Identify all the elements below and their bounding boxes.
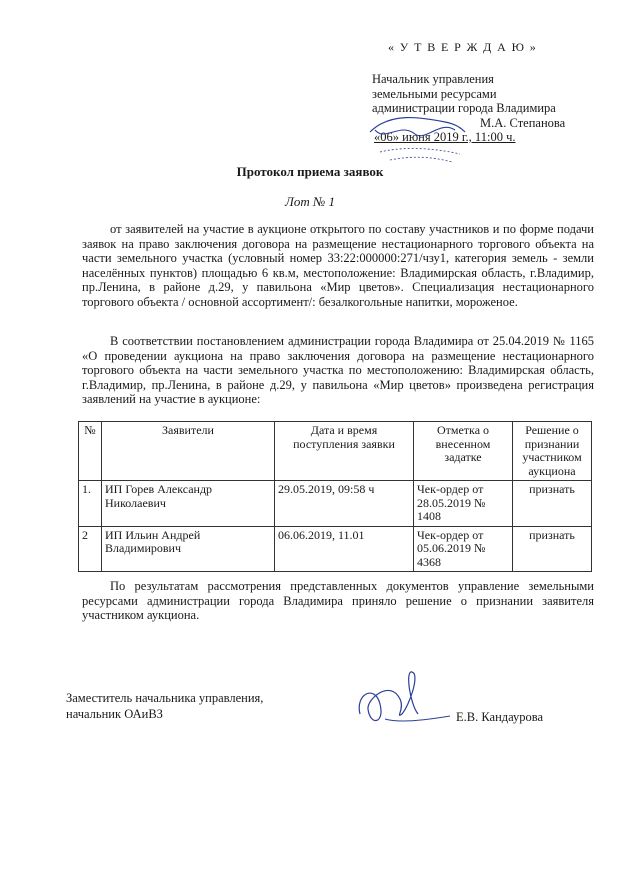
signer-position-line2: начальник ОАиВЗ: [66, 707, 163, 721]
signer-position: [66, 690, 263, 722]
lot-number: Лот № 1: [285, 194, 335, 209]
handwritten-signature: [340, 664, 460, 734]
row-num: 1.: [79, 481, 102, 527]
row-datetime: 06.06.2019, 11.01: [275, 526, 414, 572]
resolution-paragraph: В соответствии постановлением администрации города Владимира от 25.04.2019 № 1165 «О проведении аукциона на право заключения договора на размещение нестационарного торгового объекта на части земельного участка по местоположению: Владимирская область, г.Владимир, пр.Ленина, в районе д.29, у павильона «Мир цветов» произведена регистрация заявлений на участие в аукционе:: [82, 334, 594, 407]
header-deposit: Отметка о внесенном задатке: [414, 422, 513, 481]
approval-date: «06» июня 2019 г., 11:00 ч.: [374, 130, 516, 144]
row-datetime: 29.05.2019, 09:58 ч: [275, 481, 414, 527]
row-applicant: ИП Горев Александр Николаевич: [102, 481, 275, 527]
registration-table: [78, 421, 592, 572]
approval-line1: Начальник управления: [372, 72, 494, 86]
header-num: №: [79, 422, 102, 481]
table-row: [79, 481, 592, 527]
signer-position-line1: Заместитель начальника управления,: [66, 691, 264, 705]
signer-name: Е.В. Кандаурова: [456, 710, 544, 724]
approval-signature-stamp: [360, 112, 480, 172]
row-num: 2: [79, 526, 102, 572]
row-decision: признать: [513, 526, 592, 572]
approval-heading: « У Т В Е Р Ж Д А Ю »: [388, 40, 538, 54]
approval-signer: М.А. Степанова: [480, 115, 566, 130]
intro-paragraph: от заявителей на участие в аукционе открытого по составу участников и по форме подачи заявок на право заключения договора на размещение нестационарного торгового объекта на части земельного участка (условный номер 33:22:000000:271/чзу1, категория земель - земли населённых пунктов) площадью 6 кв.м, местоположение: Владимирская область, г.Владимир, пр.Ленина, в районе д.29, у павильона «Мир цветов». Специализация нестационарного торгового объекта / основной ассортимент/: безалкогольные напитки, мороженое.: [82, 222, 594, 309]
row-decision: признать: [513, 481, 592, 527]
table-header-row: [79, 422, 592, 481]
table-row: [79, 526, 592, 572]
row-deposit: Чек-ордер от 28.05.2019 № 1408: [414, 481, 513, 527]
header-decision: Решение о признании участником аукциона: [513, 422, 592, 481]
header-applicants: Заявители: [102, 422, 275, 481]
row-applicant: ИП Ильин Андрей Владимирович: [102, 526, 275, 572]
conclusion-paragraph: По результатам рассмотрения представленных документов управление земельными ресурсами администрации города Владимира приняло решение о признании заявителя участником аукциона.: [82, 579, 594, 623]
approval-line3: администрации города Владимира: [372, 101, 556, 115]
document-title: Протокол приема заявок: [236, 164, 384, 179]
approval-line2: земельными ресурсами: [372, 86, 497, 101]
header-datetime: Дата и время поступления заявки: [275, 422, 414, 481]
row-deposit: Чек-ордер от 05.06.2019 № 4368: [414, 526, 513, 572]
